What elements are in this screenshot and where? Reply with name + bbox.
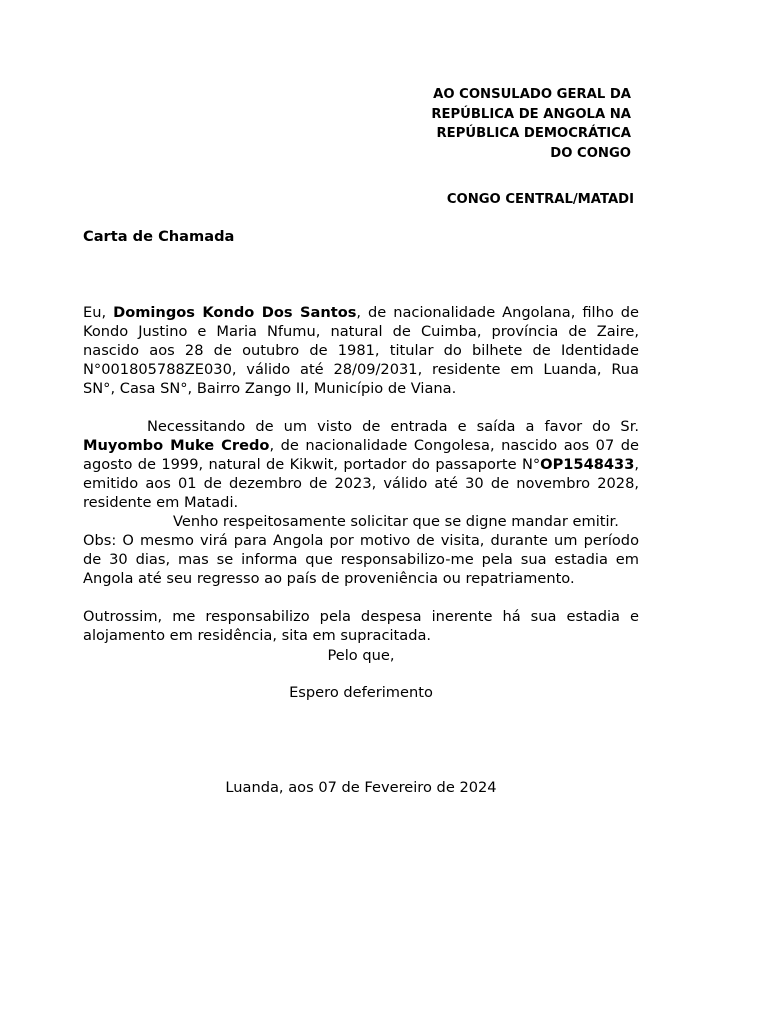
closing-espero-deferimento: Espero deferimento xyxy=(289,684,433,701)
beneficiary-name: Muyombo Muke Credo xyxy=(83,437,270,454)
addressee-line: DO CONGO xyxy=(550,145,631,161)
addressee-line: AO CONSULADO GERAL DA xyxy=(433,87,631,102)
location-line: CONGO CENTRAL/MATADI xyxy=(446,192,634,207)
paragraph-responsibility: Outrossim, me responsabilizo pela despesa inerente há sua estadia e alojamento em residência, sita em supracitada. xyxy=(83,608,639,644)
addressee-line: REPÚBLICA DEMOCRÁTICA xyxy=(436,126,631,141)
closing-pelo-que: Pelo que, xyxy=(327,647,395,664)
place-date-line: Luanda, aos 07 de Fevereiro de 2024 xyxy=(225,779,497,796)
paragraph-text: , de nacionalidade Angolana, filho de Kondo Justino e Maria Nfumu, natural de Cuimba, província de Zaire, nascido aos 28 de outubro de 1981, titular do bilhete de Identidade N°001805788ZE030, válido até 28/09/2031, residente em Luanda, Rua SN°, Casa SN°, Bairro Zango II, Município de Viana. xyxy=(83,304,639,397)
passport-number: OP1548433 xyxy=(540,456,635,473)
paragraph-text: , de nacionalidade Congolesa, nascido aos 07 de agosto de 1999, natural de Kikwit, portador do passaporte N° xyxy=(83,437,640,473)
document-title: Carta de Chamada xyxy=(83,228,235,245)
addressee-line: REPÚBLICA DE ANGOLA NA xyxy=(431,106,631,122)
declarant-name: Domingos Kondo Dos Santos xyxy=(113,304,357,321)
paragraph-observation: Obs: O mesmo virá para Angola por motivo de visita, durante um período de 30 dias, mas se informa que responsabilizo-me pela sua estadia em Angola até seu regresso ao país de proveniência ou repatriamento. xyxy=(83,532,639,587)
addressee-block xyxy=(371,85,631,163)
paragraph-text: , emitido aos 01 de dezembro de 2023, válido até 30 de novembro 2028, residente em Matadi. xyxy=(83,456,639,511)
paragraph-text: Eu, xyxy=(83,304,114,321)
paragraph-request: Venho respeitosamente solicitar que se digne mandar emitir. xyxy=(173,513,619,530)
paragraph-beneficiary xyxy=(83,417,639,512)
paragraph-declarant xyxy=(83,303,639,398)
paragraph-text: Necessitando de um visto de entrada e saída a favor do Sr. xyxy=(147,418,639,435)
